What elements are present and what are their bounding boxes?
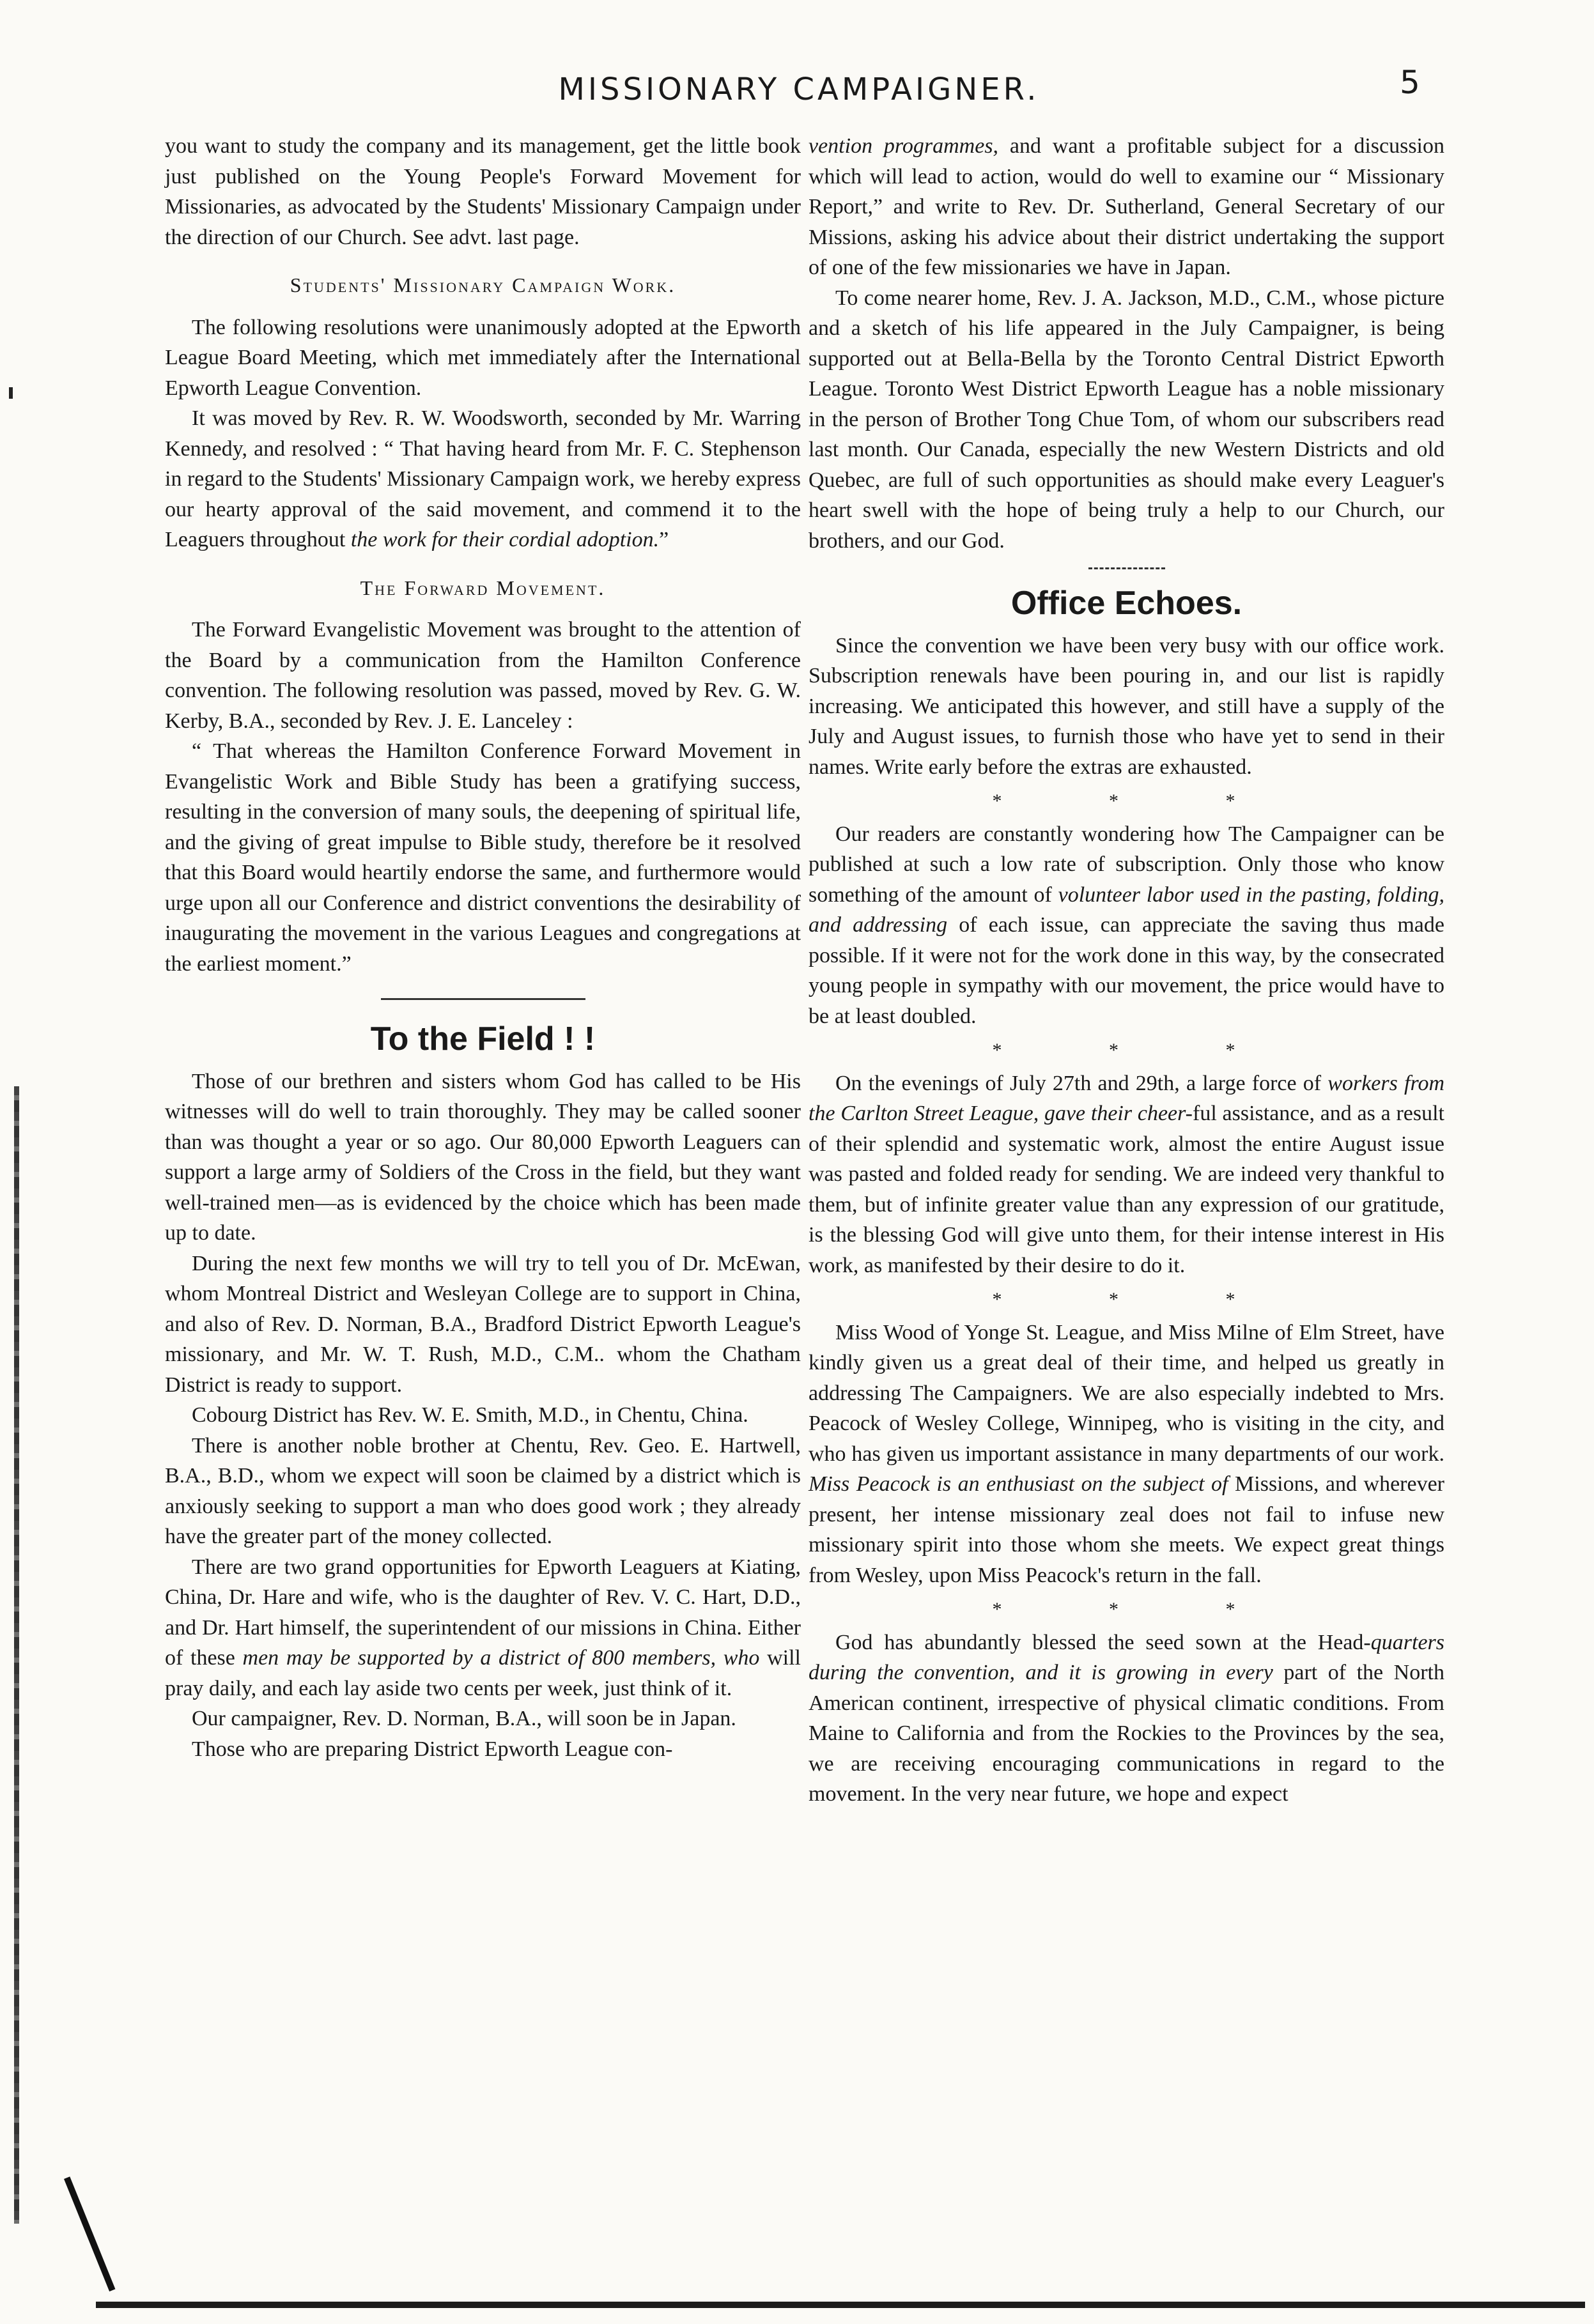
field-paragraph-5-end: will pray daily, and each lay aside two cents per week, just think of it.	[165, 1646, 801, 1700]
field-paragraph-6: Our campaigner, Rev. D. Norman, B.A., will soon be in Japan.	[192, 1707, 736, 1730]
echo-paragraph-1: Since the convention we have been very busy with our office work. Subscription renewals have been pouring in, and our list is rapidly increasing. We anticipated this however, and still have a supply of the July and August issues, to furnish those who have yet to send in their names. Write early before the extras are exhausted.	[809, 633, 1444, 779]
woodsworth-close-quote: ”	[659, 528, 669, 551]
field-paragraph-5	[165, 1552, 801, 1704]
echo-paragraph-5	[809, 1628, 1444, 1810]
office-echoes-title: Office Echoes.	[1010, 585, 1242, 622]
echo-paragraph-2	[809, 819, 1444, 1032]
echo-paragraph-4	[809, 1318, 1444, 1591]
whereas-paragraph: “ That whereas the Hamilton Conference Forward Movement in Evangelistic Work and Bible Study has been a gratifying success, resulting in the conversion of many souls, the deepening of spiritual life, and the giving of great impulse to Bible study, therefore be it resolved that this Board would heartily endorse the same, and furthermore would urge upon all our Conference and district conventions the desirability of inaugurating the movement in the various Leagues and congregations at the earliest moment.”	[165, 739, 801, 976]
echo-2-end: of each issue, can appreciate the saving thus made possible. If it were not for the work done in this way, by the consecrated young people in sympathy with our movement, the price would have to be at least doubled.	[809, 913, 1444, 1028]
section-divider	[381, 998, 585, 1000]
left-column	[165, 131, 801, 1764]
echo-4-end: Missions, and wherever present, her intense missionary zeal does not fail to infuse new missionary spirit into those whom she meets. We expect great things from Wesley, upon Miss Peacock's return in the fall.	[809, 1472, 1444, 1587]
echo-5-text: God has abundantly blessed the seed sown at the Head-	[835, 1630, 1371, 1654]
echo-paragraph-3	[809, 1068, 1444, 1281]
field-paragraph-5-italic: men may be supported by a district of 800 members, who	[242, 1646, 760, 1670]
page-number: 5	[1400, 64, 1420, 101]
echo-2-italic: volunteer labor used in the pasting, folding, and addressing	[809, 882, 1445, 937]
field-paragraph-4: There is another noble brother at Chentu, Rev. Geo. E. Hartwell, B.A., B.D., whom we expect will soon be claimed by a district which is anxiously seeking to support a man who does good work ; they already have the greater part of the money collected.	[165, 1433, 801, 1548]
students-campaign-heading: Students' Missionary Campaign Work.	[290, 273, 676, 296]
echo-3-text: On the evenings of July 27th and 29th, a large force of	[835, 1071, 1328, 1095]
field-paragraph-1: Those of our brethren and sisters whom God has called to be His witnesses will do well to train thoroughly. They may be called sooner than was thought a year or so ago. Our 80,000 Epworth Leaguers can support a large army of Soldiers of the Cross in the field, but they want well-trained men—as is evidenced by the choice which has been made up to date.	[165, 1069, 801, 1245]
field-paragraph-2: During the next few months we will try to tell you of Dr. McEwan, whom Montreal District and Wesleyan College are to support in China, and also of Rev. D. Norman, B.A., Bradford District Epworth League's missionary, and Mr. W. T. Rush, M.D., C.M.. whom the Chatham District is ready to support.	[165, 1251, 801, 1397]
echo-3-end: ful assistance, and as a result of their splendid and systematic work, almost the entire August issue was pasted and folded ready for sending. We are indeed very thankful to them, but of infinite greater value than any expression of our gratitude, is the blessing God will give unto them, for their intense interest in His work, as manifested by their desire to do it.	[809, 1102, 1444, 1277]
echo-3-italic: workers from the Carlton Street League, gave their cheer-	[809, 1071, 1444, 1125]
echo-4-text: Miss Wood of Yonge St. League, and Miss Milne of Elm Street, have kindly given us a great deal of their time, and helped us greatly in addressing The Campaigners. We are also especially indebted to Mrs. Peacock of Wesley College, Winnipeg, who is visiting in the city, and who has given us important assistance in many departments of our work.	[809, 1320, 1444, 1466]
forward-movement-heading: The Forward Movement.	[360, 576, 606, 599]
echo-2-text: Our readers are constantly wondering how The Campaigner can be published at such a low rate of subscription. Only those who know something of the amount of	[809, 822, 1444, 907]
running-title: MISSIONARY CAMPAIGNER.	[558, 72, 1040, 107]
binding-mark	[9, 387, 13, 399]
continued-paragraph	[809, 131, 1444, 283]
continued-italic: vention programmes,	[809, 134, 999, 158]
to-the-field-title: To the Field ! !	[370, 1020, 596, 1058]
field-paragraph-5-text: There are two grand opportunities for Epworth Leaguers at Kiating, China, Dr. Hare and wife, who is the daughter of Rev. V. C. Hart, D.D., and Dr. Hart himself, the superintendent of our missions in China. Either of these	[165, 1555, 801, 1670]
field-paragraph-7: Those who are preparing District Epworth League con-	[192, 1737, 673, 1761]
intro-paragraph: you want to study the company and its management, get the little book just published on the Young People's Forward Movement for Missionaries, as advocated by the Students' Missionary Campaign under the direction of our Church. See advt. last page.	[165, 134, 801, 249]
continued-text: and want a profitable subject for a discussion which will lead to action, would do well to examine our “ Missionary Report,” and write to Rev. Dr. Sutherland, General Secretary of our Missions, asking his advice about their district undertaking the support of one of the few missionaries we have in Japan.	[809, 134, 1444, 279]
star-separator: * * *	[992, 1599, 1287, 1620]
woodsworth-italic: the work for their cordial adoption.	[350, 528, 660, 551]
echo-4-italic: Miss Peacock is an enthusiast on the subject of	[809, 1472, 1228, 1496]
corner-ink-stroke	[64, 2176, 115, 2291]
woodsworth-paragraph	[165, 403, 801, 555]
forward-paragraph: The Forward Evangelistic Movement was brought to the attention of the Board by a communication from the Hamilton Conference convention. The following resolution was passed, moved by Rev. G. W. Kerby, B.A., seconded by Rev. J. E. Lanceley :	[165, 618, 801, 733]
bottom-border-line	[96, 2302, 1585, 2308]
echo-5-italic: quarters during the convention, and it is growing in every	[809, 1630, 1444, 1684]
woodsworth-text: It was moved by Rev. R. W. Woodsworth, seconded by Mr. Warring Kennedy, and resolved : “ That having heard from Mr. F. C. Stephenson in regard to the Students' Missionary Campaign work, we hereby express our hearty approval of the said movement, and commend it to the Leaguers throughout	[165, 406, 801, 551]
nearer-home-paragraph: To come nearer home, Rev. J. A. Jackson, M.D., C.M., whose picture and a sketch of his life appeared in the July Campaigner, is being supported out at Bella-Bella by the Toronto Central District Epworth League. Toronto West District Epworth League has a noble missionary in the person of Brother Tong Chue Tom, of whom our subscribers read last month. Our Canada, especially the new Western Districts and old Quebec, are full of such opportunities as should make every Leaguer's heart swell with the hope of being truly a help to our Church, our brothers, and our God.	[809, 286, 1444, 553]
star-separator: * * *	[992, 1040, 1287, 1061]
right-column	[809, 131, 1444, 1810]
short-divider	[1088, 567, 1165, 569]
star-separator: * * *	[992, 1289, 1287, 1310]
field-paragraph-3: Cobourg District has Rev. W. E. Smith, M.D., in Chentu, China.	[192, 1403, 748, 1427]
binding-edge	[14, 1086, 19, 2224]
star-separator: * * *	[992, 790, 1287, 812]
echo-5-end: part of the North American continent, irrespective of physical climatic conditions. From Maine to California and from the Rockies to the Provinces by the sea, we are receiving encouraging communications in regard to the movement. In the very near future, we hope and expect	[809, 1661, 1444, 1806]
resolutions-paragraph: The following resolutions were unanimously adopted at the Epworth League Board Meeting, which met immediately after the International Epworth League Convention.	[165, 315, 801, 400]
